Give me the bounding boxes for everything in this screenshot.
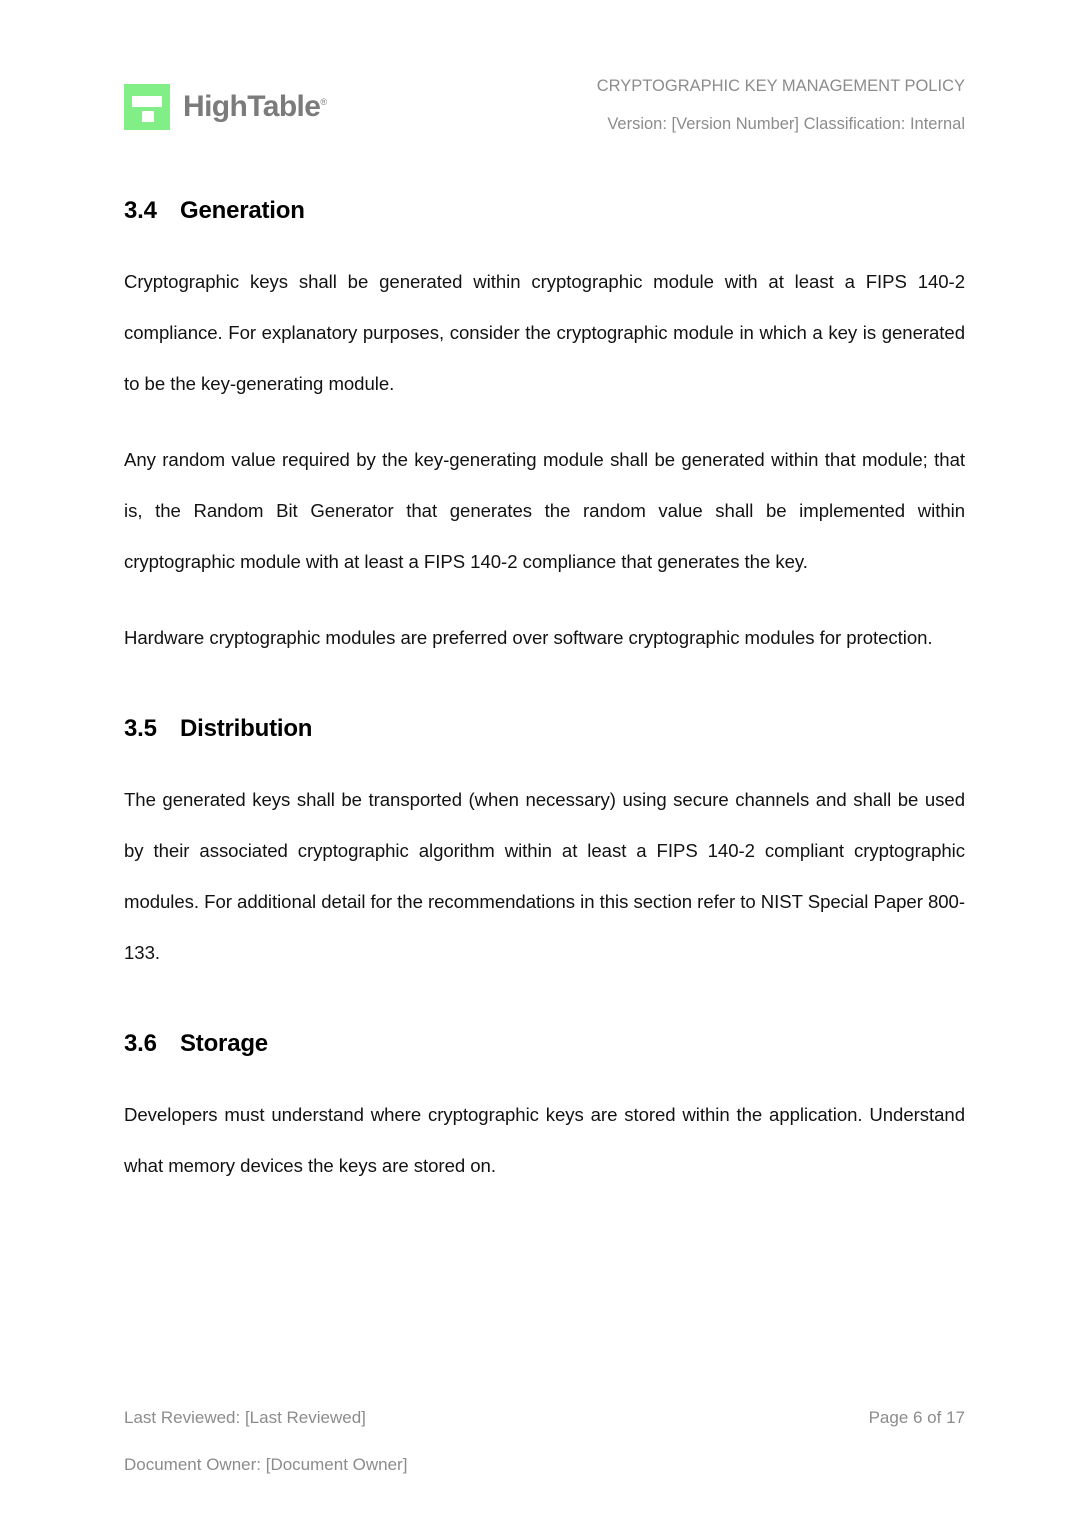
section-number: 3.4 [124, 197, 157, 224]
header-metadata [597, 74, 965, 132]
logo-stem-shape [142, 111, 154, 122]
paragraph: Hardware cryptographic modules are preferred over software cryptographic modules for protection. [124, 627, 933, 648]
section-heading-distribution [124, 714, 965, 744]
section-heading-generation [124, 196, 965, 226]
paragraph: Any random value required by the key-generating module shall be generated within that module; that is, the Random Bit Generator that generates the random value shall be implemented within cryptographic module with at least a FIPS 140-2 compliance that generates the key. [124, 449, 965, 572]
logo-bar-shape [132, 96, 162, 107]
spacer [124, 587, 965, 612]
footer-row-secondary [124, 1455, 965, 1475]
brand-logo [124, 84, 327, 130]
section-title: Generation [180, 197, 305, 224]
brand-wordmark [183, 92, 327, 122]
brand-name-text: HighTable [183, 90, 321, 123]
page-number: Page 6 of 17 [868, 1408, 965, 1427]
document-version-classification: Version: [Version Number] Classification: Internal [607, 114, 965, 133]
spacer [124, 744, 965, 774]
hightable-logo-icon [124, 84, 170, 130]
section-number: 3.5 [124, 715, 157, 742]
page-header [124, 74, 965, 132]
section-heading-storage [124, 1029, 965, 1059]
registered-trademark-icon: ® [320, 97, 328, 107]
paragraph: The generated keys shall be transported (when necessary) using secure channels and shall be used by their associated cryptographic algorithm within at least a FIPS 140-2 compliant cryptographic modules. For additional detail for the recommendations in this section refer to NIST Special Paper 800-133. [124, 789, 965, 963]
spacer [124, 226, 965, 256]
section-title: Storage [180, 1030, 268, 1057]
document-body [124, 196, 965, 1191]
spacer [124, 1059, 965, 1089]
paragraph: Developers must understand where cryptographic keys are stored within the application. Understand what memory devices the keys are stored on. [124, 1104, 965, 1176]
spacer [124, 663, 965, 714]
section-title: Distribution [180, 715, 313, 742]
page-footer [124, 1408, 965, 1475]
section-number: 3.6 [124, 1030, 157, 1057]
last-reviewed-text: Last Reviewed: [Last Reviewed] [124, 1408, 366, 1427]
document-title: CRYPTOGRAPHIC KEY MANAGEMENT POLICY [596, 77, 965, 95]
paragraph: Cryptographic keys shall be generated within cryptographic module with at least a FIPS 140-2 compliance. For explanatory purposes, consider the cryptographic module in which a key is generated to be the key-generating module. [124, 271, 965, 394]
footer-row-primary [124, 1408, 965, 1428]
document-owner-text: Document Owner: [Document Owner] [124, 1455, 408, 1474]
spacer [124, 978, 965, 1029]
spacer [124, 409, 965, 434]
